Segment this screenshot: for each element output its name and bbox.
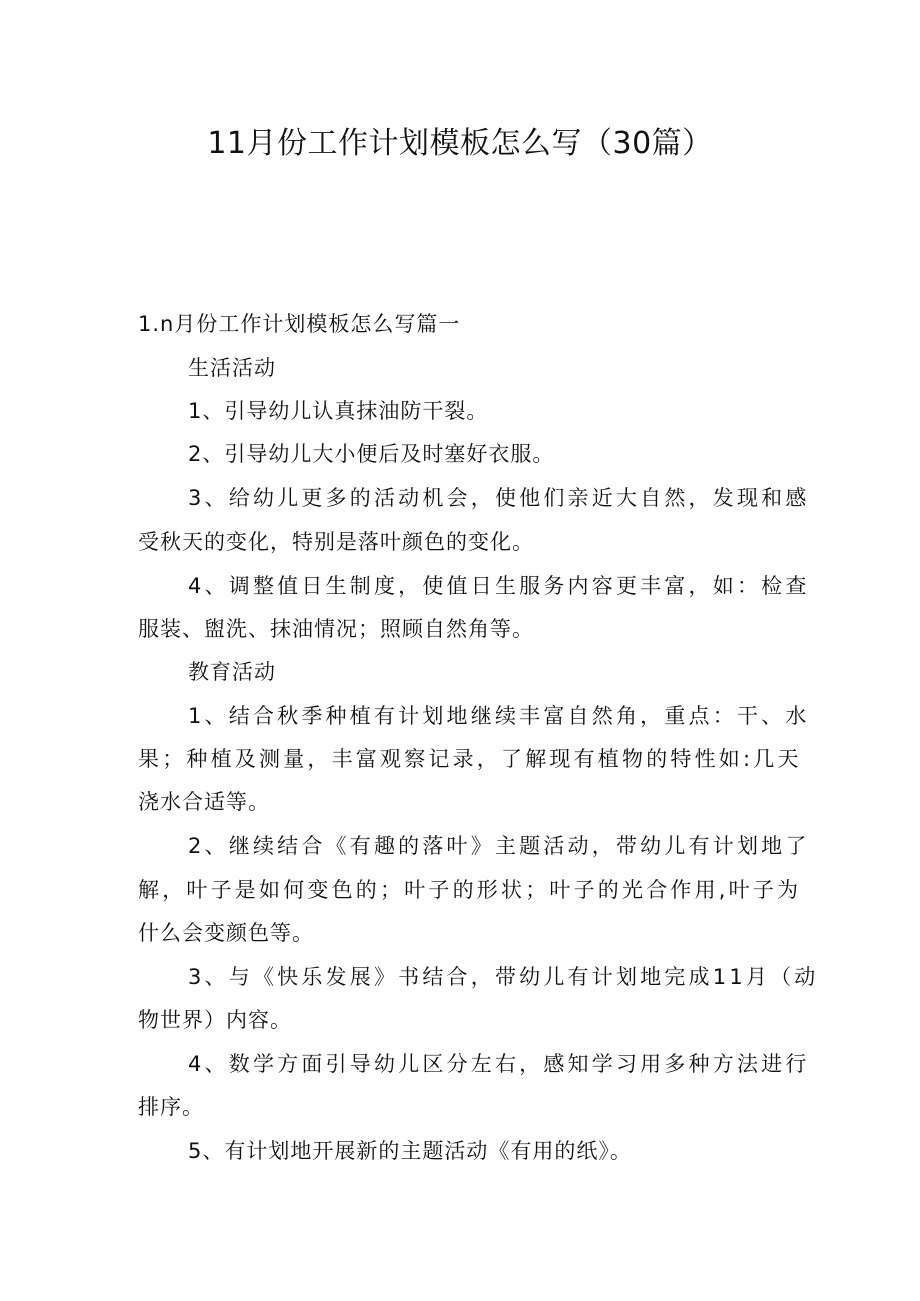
subheading-education-activities: 教育活动 bbox=[188, 660, 276, 684]
paragraph-line: 4、调整值日生制度，使值日生服务内容更丰富，如：检查 bbox=[188, 574, 810, 598]
paragraph-line: 2、继续结合《有趣的落叶》主题活动，带幼儿有计划地了 bbox=[188, 834, 810, 858]
paragraph-line: 什么会变颜色等。 bbox=[138, 921, 314, 945]
paragraph-line: 3、与《快乐发展》书结合，带幼儿有计划地完成11月（动 bbox=[188, 965, 819, 989]
paragraph-line: 5、有计划地开展新的主题活动《有用的纸》。 bbox=[188, 1139, 632, 1163]
paragraph-line: 排序。 bbox=[138, 1095, 204, 1119]
paragraph-line: 解，叶子是如何变色的；叶子的形状；叶子的光合作用,叶子为 bbox=[138, 878, 802, 902]
paragraph-line: 4、数学方面引导幼儿区分左右，感知学习用多种方法进行 bbox=[188, 1052, 810, 1076]
paragraph-line: 1、引导幼儿认真抹油防干裂。 bbox=[188, 399, 489, 423]
paragraph-line: 2、引导幼儿大小便后及时塞好衣服。 bbox=[188, 442, 555, 466]
document-title: 11月份工作计划模板怎么写（30篇） bbox=[207, 126, 713, 161]
section-heading: 1.n月份工作计划模板怎么写篇一 bbox=[138, 312, 461, 336]
paragraph-line: 物世界）内容。 bbox=[138, 1008, 292, 1032]
subheading-life-activities: 生活活动 bbox=[188, 356, 276, 380]
paragraph-line: 服装、盥洗、抹油情况；照顾自然角等。 bbox=[138, 617, 534, 641]
paragraph-line: 1、结合秋季种植有计划地继续丰富自然角，重点：干、水 bbox=[188, 704, 810, 728]
paragraph-line: 受秋天的变化，特别是落叶颜色的变化。 bbox=[138, 530, 534, 554]
paragraph-line: 果；种植及测量，丰富观察记录，了解现有植物的特性如:几天 bbox=[138, 747, 802, 771]
paragraph-line: 浇水合适等。 bbox=[138, 790, 270, 814]
paragraph-line: 3、给幼儿更多的活动机会，使他们亲近大自然，发现和感 bbox=[188, 486, 810, 510]
